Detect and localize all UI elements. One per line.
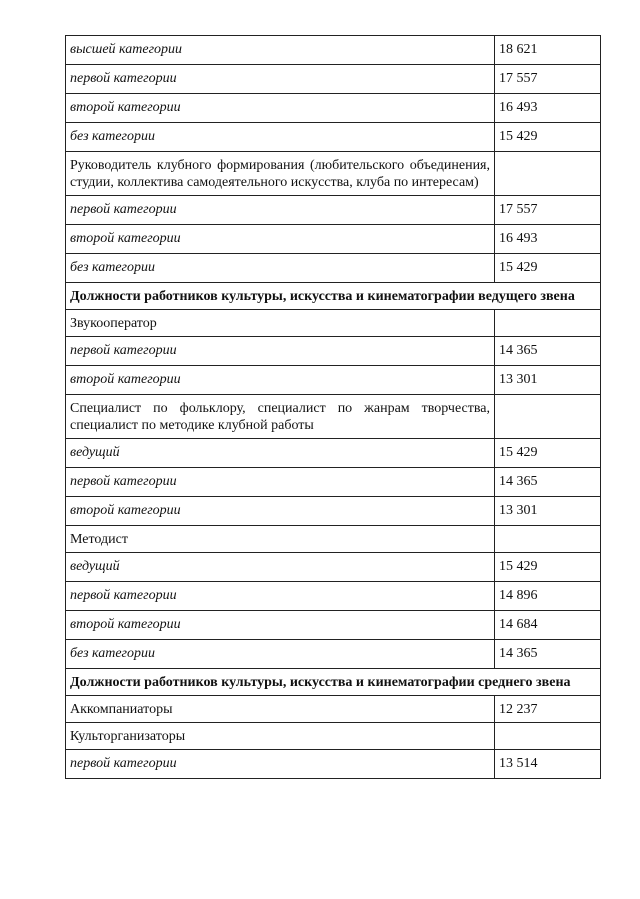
salary-value: 15 429 [495, 553, 601, 582]
category-name: первой категории [66, 468, 495, 497]
category-name: второй категории [66, 366, 495, 395]
salary-value: 14 365 [495, 337, 601, 366]
category-row [66, 640, 601, 669]
category-name: второй категории [66, 497, 495, 526]
salary-value: 15 429 [495, 254, 601, 283]
category-row [66, 225, 601, 254]
category-row [66, 94, 601, 123]
category-name: первой категории [66, 337, 495, 366]
category-row [66, 36, 601, 65]
category-name: второй категории [66, 225, 495, 254]
position-name: Звукооператор [66, 310, 495, 337]
salary-value: 16 493 [495, 225, 601, 254]
position-name: Методист [66, 526, 495, 553]
salary-value [495, 723, 601, 750]
category-name: первой категории [66, 65, 495, 94]
salary-value [495, 310, 601, 337]
salary-value [495, 395, 601, 439]
position-row [66, 395, 601, 439]
position-name: Аккомпаниаторы [66, 696, 495, 723]
category-name: ведущий [66, 439, 495, 468]
salary-value: 17 557 [495, 65, 601, 94]
salary-value: 15 429 [495, 123, 601, 152]
section-header-text: Должности работников культуры, искусства и кинематографии среднего звена [66, 669, 601, 696]
category-row [66, 337, 601, 366]
salary-value: 14 365 [495, 640, 601, 669]
section-header-row [66, 283, 601, 310]
salary-value: 18 621 [495, 36, 601, 65]
position-row [66, 723, 601, 750]
salary-table-body [66, 36, 601, 779]
salary-value: 15 429 [495, 439, 601, 468]
salary-value [495, 152, 601, 196]
category-name: без категории [66, 640, 495, 669]
salary-value: 14 365 [495, 468, 601, 497]
category-name: без категории [66, 254, 495, 283]
position-row [66, 526, 601, 553]
position-row [66, 696, 601, 723]
category-name: первой категории [66, 750, 495, 779]
category-name: ведущий [66, 553, 495, 582]
category-row [66, 123, 601, 152]
category-row [66, 254, 601, 283]
salary-value: 14 684 [495, 611, 601, 640]
category-row [66, 611, 601, 640]
salary-value: 16 493 [495, 94, 601, 123]
salary-value: 14 896 [495, 582, 601, 611]
position-name: Специалист по фольклору, специалист по жанрам творчества, специалист по методике клубной работы [66, 395, 495, 439]
salary-value: 17 557 [495, 196, 601, 225]
salary-value [495, 526, 601, 553]
category-name: второй категории [66, 94, 495, 123]
category-row [66, 65, 601, 94]
category-row [66, 750, 601, 779]
category-row [66, 439, 601, 468]
salary-value: 13 301 [495, 366, 601, 395]
category-row [66, 497, 601, 526]
section-header-text: Должности работников культуры, искусства и кинематографии ведущего звена [66, 283, 601, 310]
salary-table [65, 35, 601, 779]
category-row [66, 468, 601, 497]
category-name: без категории [66, 123, 495, 152]
category-row [66, 582, 601, 611]
salary-value: 12 237 [495, 696, 601, 723]
category-name: первой категории [66, 196, 495, 225]
category-row [66, 553, 601, 582]
category-name: высшей категории [66, 36, 495, 65]
category-row [66, 366, 601, 395]
salary-value: 13 514 [495, 750, 601, 779]
position-name: Руководитель клубного формирования (любительского объединения, студии, коллектива самодеятельного искусства, клуба по интересам) [66, 152, 495, 196]
category-name: первой категории [66, 582, 495, 611]
category-name: второй категории [66, 611, 495, 640]
position-row [66, 310, 601, 337]
section-header-row [66, 669, 601, 696]
position-row [66, 152, 601, 196]
salary-value: 13 301 [495, 497, 601, 526]
position-name: Культорганизаторы [66, 723, 495, 750]
category-row [66, 196, 601, 225]
